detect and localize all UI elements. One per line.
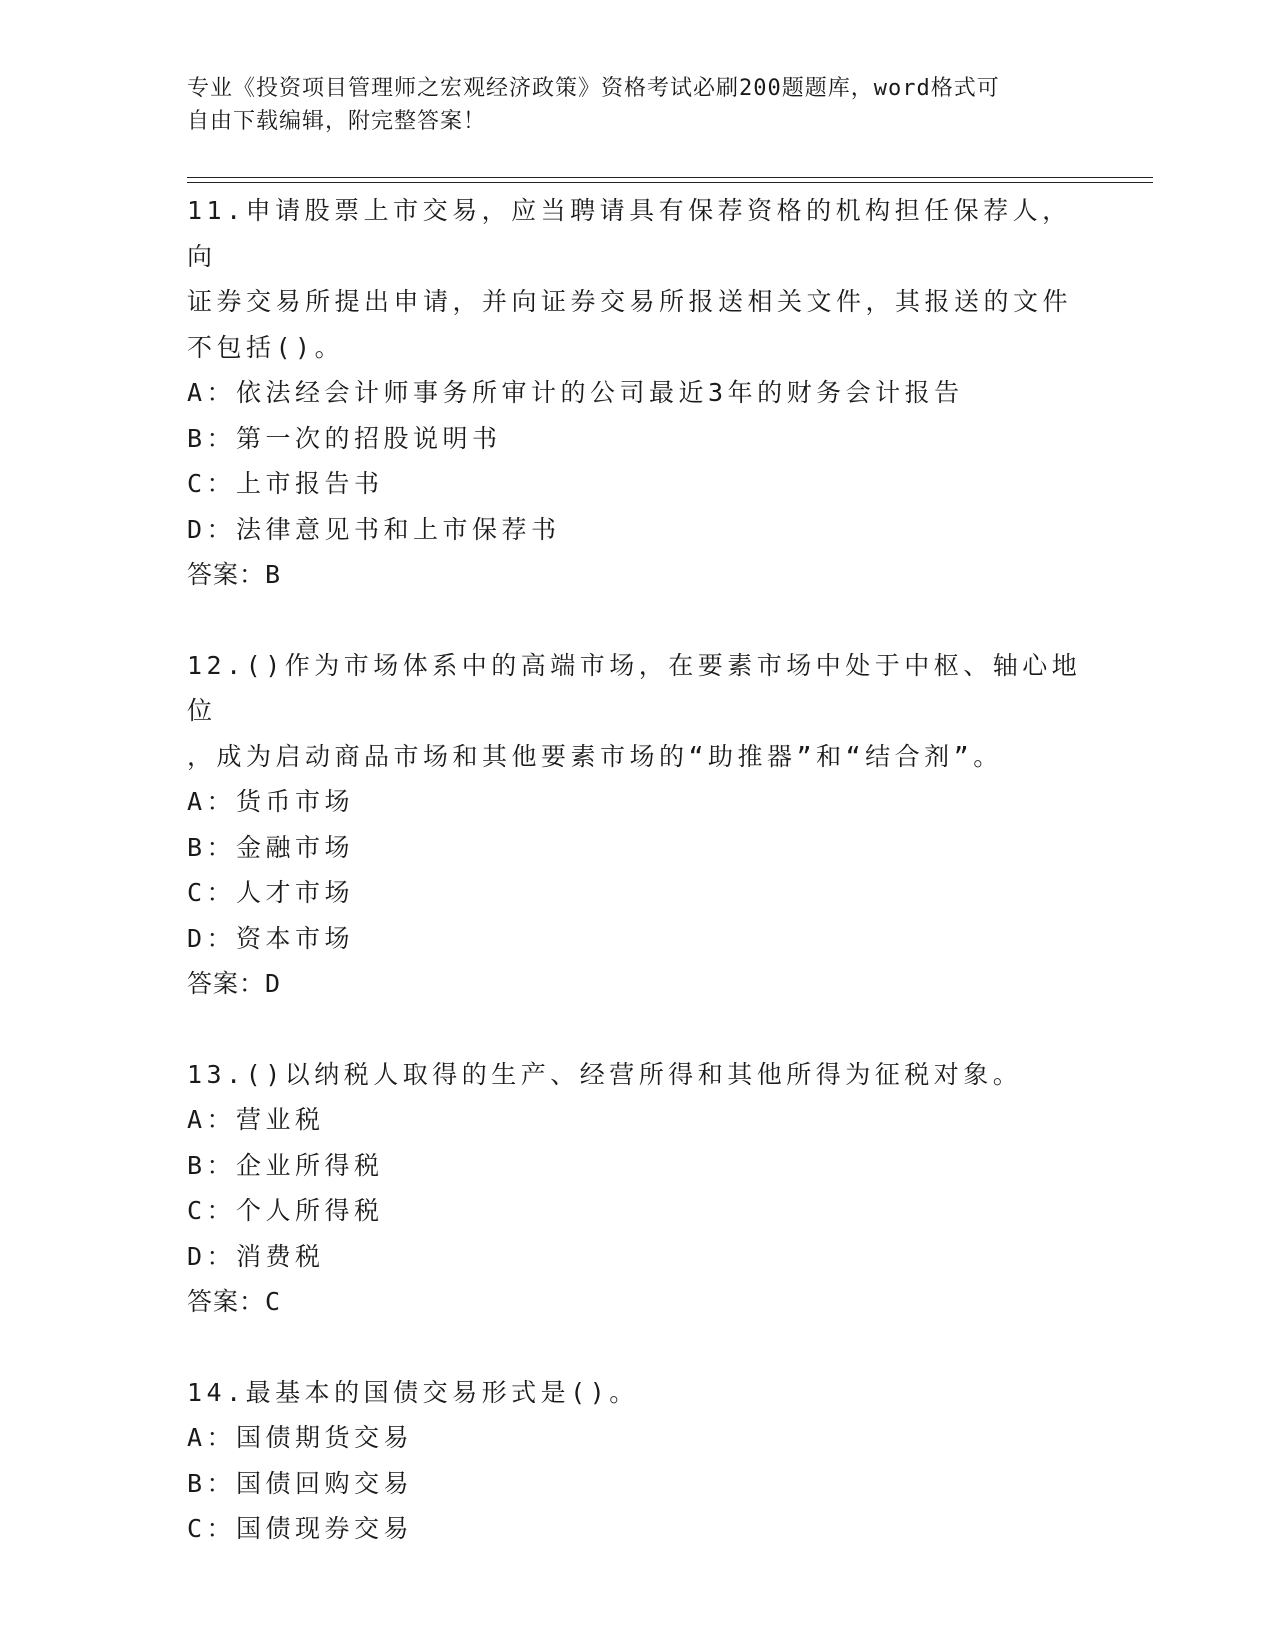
header-line-2: 自由下载编辑，附完整答案！ [187, 109, 487, 134]
answer-value: C [265, 1287, 282, 1316]
option-b: B：企业所得税 [187, 1150, 384, 1180]
option-c: C：上市报告书 [187, 469, 384, 498]
question-stem-line: 不包括()。 [187, 332, 345, 362]
question-list [187, 188, 1087, 1552]
option-a: A：国债期货交易 [187, 1423, 414, 1452]
question-stem-line: ，成为启动商品市场和其他要素市场的“助推器”和“结合剂”。 [187, 741, 1003, 771]
header-line-1: 专业《投资项目管理师之宏观经济政策》资格考试必刷200题题库，word格式可 [187, 76, 1000, 101]
option-d: D：法律意见书和上市保荐书 [187, 514, 561, 544]
option-b: B：国债回购交易 [187, 1468, 414, 1498]
question-13 [187, 1052, 1087, 1325]
answer-value: D [265, 969, 282, 998]
header-rule-bottom [187, 182, 1153, 183]
answer-line [187, 552, 1087, 598]
option-c: C：个人所得税 [187, 1196, 384, 1225]
question-stem-line: 12.()作为市场体系中的高端市场，在要素市场中处于中枢、轴心地位 [187, 650, 1082, 725]
header-rule-top [187, 177, 1153, 178]
option-c: C：国债现券交易 [187, 1514, 414, 1543]
answer-line [187, 961, 1087, 1007]
document-header [187, 72, 1067, 138]
question-stem-line: 13.()以纳税人取得的生产、经营所得和其他所得为征税对象。 [187, 1059, 1023, 1089]
answer-label: 答案： [187, 969, 266, 998]
option-b: B：第一次的招股说明书 [187, 423, 502, 453]
question-stem-line: 11.申请股票上市交易，应当聘请具有保荐资格的机构担任保荐人，向 [187, 196, 1072, 271]
question-14 [187, 1370, 1087, 1552]
question-11 [187, 188, 1087, 598]
option-d: D：资本市场 [187, 923, 355, 953]
answer-label: 答案： [187, 560, 266, 589]
answer-line [187, 1279, 1087, 1325]
option-d: D：消费税 [187, 1241, 325, 1271]
option-a: A：货币市场 [187, 787, 355, 816]
answer-value: B [265, 560, 282, 589]
question-stem-line: 证券交易所提出申请，并向证券交易所报送相关文件，其报送的文件 [187, 287, 1073, 316]
answer-label: 答案： [187, 1287, 266, 1316]
question-stem-line: 14.最基本的国债交易形式是()。 [187, 1377, 639, 1407]
option-b: B：金融市场 [187, 832, 355, 862]
question-12 [187, 643, 1087, 1007]
option-a: A：依法经会计师事务所审计的公司最近3年的财务会计报告 [187, 378, 964, 407]
option-c: C：人才市场 [187, 878, 355, 907]
option-a: A：营业税 [187, 1105, 325, 1134]
